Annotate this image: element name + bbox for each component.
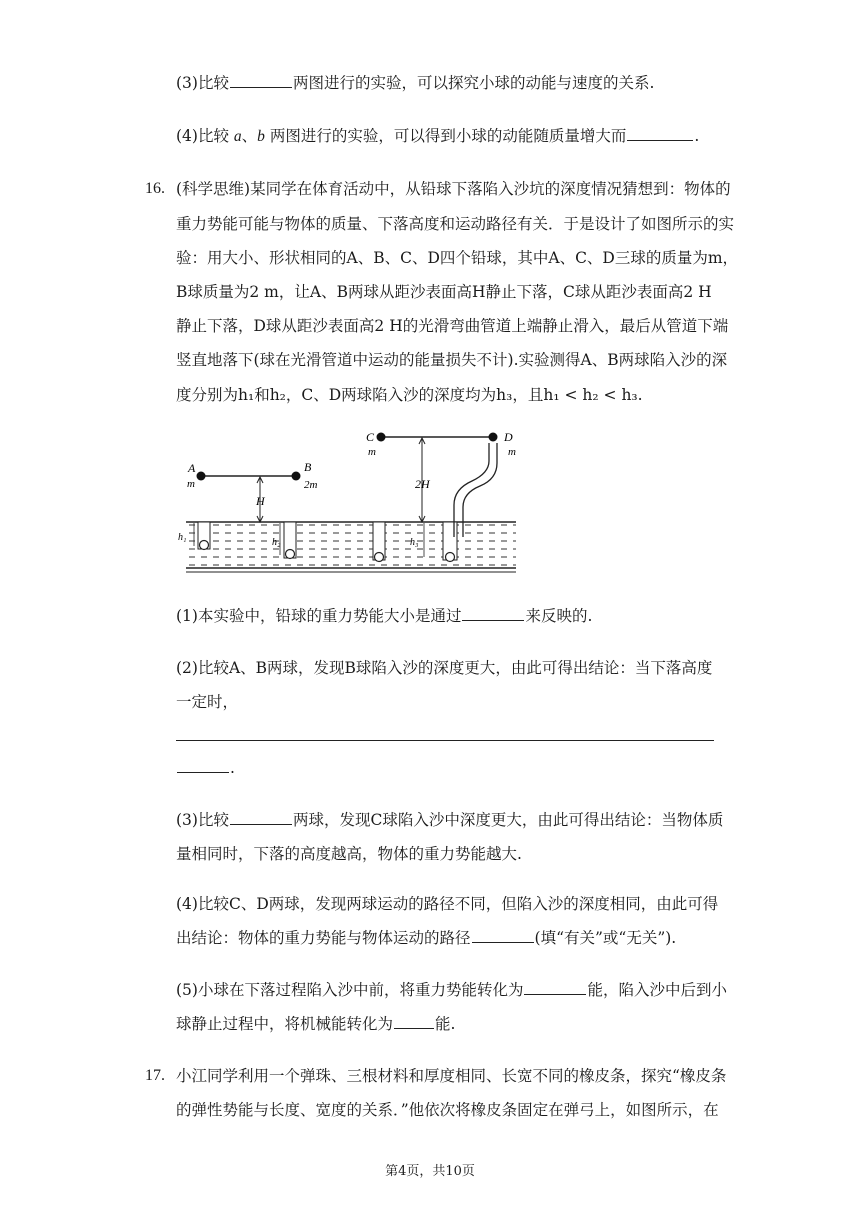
q15-part4: [176, 126, 699, 147]
q16-line-5: 静止下落，D球从距沙表面高2 H的光滑弯曲管道上端静止滑入，最后从管道下端: [176, 317, 729, 335]
label-d: D: [504, 430, 513, 444]
q16-sub3-text-a: (3)比较: [176, 811, 229, 829]
q15-p4-text-a: (4)比较: [176, 127, 229, 145]
experiment-figure: [176, 425, 526, 580]
q16-sub1-text-a: (1)本实验中，铅球的重力势能大小是通过: [176, 607, 462, 625]
q16-sub5-line1: [176, 980, 727, 1000]
answer-blank[interactable]: [177, 758, 229, 773]
q16-sub2-line2: 一定时，: [176, 693, 239, 711]
label-h1: h₁: [178, 532, 187, 543]
q16-sub5-text-a: (5)小球在下落过程陷入沙中前，将重力势能转化为: [176, 981, 524, 999]
ball-a-in-sand: [200, 541, 209, 550]
q15-p4-text-b: 两图进行的实验，可以得到小球的动能随质量增大而: [269, 127, 627, 145]
q16-sub3-line2: 量相同时，下落的高度越高，物体的重力势能越大.: [176, 845, 522, 863]
q16-sub4-text-a: 出结论：物体的重力势能与物体运动的路径: [176, 929, 471, 947]
page-footer: 第4页，共10页: [385, 1164, 475, 1179]
answer-blank[interactable]: [472, 928, 534, 943]
q16-sub4-text-b: (填“有关”或“无关”).: [534, 929, 677, 947]
answer-blank[interactable]: [230, 810, 292, 825]
q16-line-3: 验：用大小、形状相同的A、B、C、D四个铅球，其中A、C、D三球的质量为m，: [176, 249, 739, 267]
ball-d-in-sand: [446, 553, 455, 562]
label-h2: h₂: [272, 537, 281, 548]
label-b-mass: 2m: [304, 479, 318, 491]
ball-b: [292, 472, 301, 481]
label-h3: h₃: [410, 537, 419, 548]
label-c: C: [366, 430, 375, 444]
q16-sub3: [176, 810, 723, 830]
answer-blank[interactable]: [627, 126, 693, 141]
q16-sub5-text-b: 能，陷入沙中后到小: [587, 981, 727, 999]
q16-line-7: 度分别为h₁和h₂，C、D两球陷入沙的深度均为h₃，且h₁ < h₂ < h₃.: [176, 386, 643, 404]
q17-line-1: 小江同学利用一个弹珠、三根材料和厚度相同、长宽不同的橡皮条，探究“橡皮条: [176, 1067, 727, 1085]
q16-sub1: [176, 606, 592, 626]
answer-blank[interactable]: [524, 980, 586, 995]
label-height-h: H: [256, 494, 265, 508]
question-number-17: 17.: [145, 1067, 165, 1084]
q15-p3-text-a: (3)比较: [176, 74, 229, 92]
q16-sub4-line1: (4)比较C、D两球，发现两球运动的路径不同，但陷入沙的深度相同，由此可得: [176, 895, 719, 913]
answer-blank[interactable]: [230, 73, 292, 88]
ball-c-in-sand: [375, 553, 384, 562]
q16-sub4-line2: [176, 928, 676, 948]
answer-blank[interactable]: [394, 1014, 434, 1029]
q16-sub2-line3: [176, 758, 235, 778]
q16-line-4: B球质量为2 m，让A、B两球从距沙表面高H静止下落，C球从距沙表面高2 H: [176, 283, 712, 301]
q16-sub2-end: .: [230, 759, 235, 777]
q17-line-2: 的弹性势能与长度、宽度的关系．”他依次将橡皮条固定在弹弓上，如图所示，在: [176, 1101, 719, 1119]
q15-part3: [176, 73, 654, 93]
q15-p4-var-b: b: [257, 128, 265, 145]
label-height-2h: 2H: [415, 477, 430, 491]
ball-a: [197, 472, 206, 481]
ball-c: [377, 433, 386, 442]
q15-p3-text-b: 两图进行的实验，可以探究小球的动能与速度的关系.: [292, 74, 655, 92]
label-a: A: [188, 461, 196, 475]
q16-line-1: (科学思维)某同学在体育活动中，从铅球下落陷入沙坑的深度情况猜想到：物体的: [176, 180, 731, 198]
label-a-mass: m: [187, 478, 195, 490]
q15-p4-sep: 、: [241, 127, 258, 145]
sand-pit: [186, 522, 516, 568]
ball-d: [489, 433, 498, 442]
answer-blank-long[interactable]: [176, 740, 714, 741]
q16-line-2: 重力势能可能与物体的质量、下落高度和运动路径有关．于是设计了如图所示的实: [176, 215, 735, 233]
q15-p4-var-a: a: [233, 128, 242, 145]
label-b: B: [304, 460, 312, 474]
label-c-mass: m: [368, 446, 376, 458]
q16-sub5-text-d: 能.: [435, 1015, 456, 1033]
q16-sub1-text-b: 来反映的.: [525, 607, 593, 625]
answer-blank[interactable]: [462, 606, 524, 621]
label-d-mass: m: [508, 446, 516, 458]
q16-sub2-line1: (2)比较A、B两球，发现B球陷入沙的深度更大，由此可得出结论：当下落高度: [176, 659, 713, 677]
ball-b-in-sand: [286, 550, 295, 559]
q15-p4-end: .: [694, 127, 700, 145]
question-number-16: 16.: [145, 180, 165, 197]
q16-line-6: 竖直地落下(球在光滑管道中运动的能量损失不计).实验测得A、B两球陷入沙的深: [176, 351, 728, 369]
q16-sub3-text-b: 两球，发现C球陷入沙中深度更大，由此可得出结论：当物体质: [292, 811, 724, 829]
q16-sub5-line2: [176, 1014, 455, 1034]
q16-sub5-text-c: 球静止过程中，将机械能转化为: [176, 1015, 394, 1033]
